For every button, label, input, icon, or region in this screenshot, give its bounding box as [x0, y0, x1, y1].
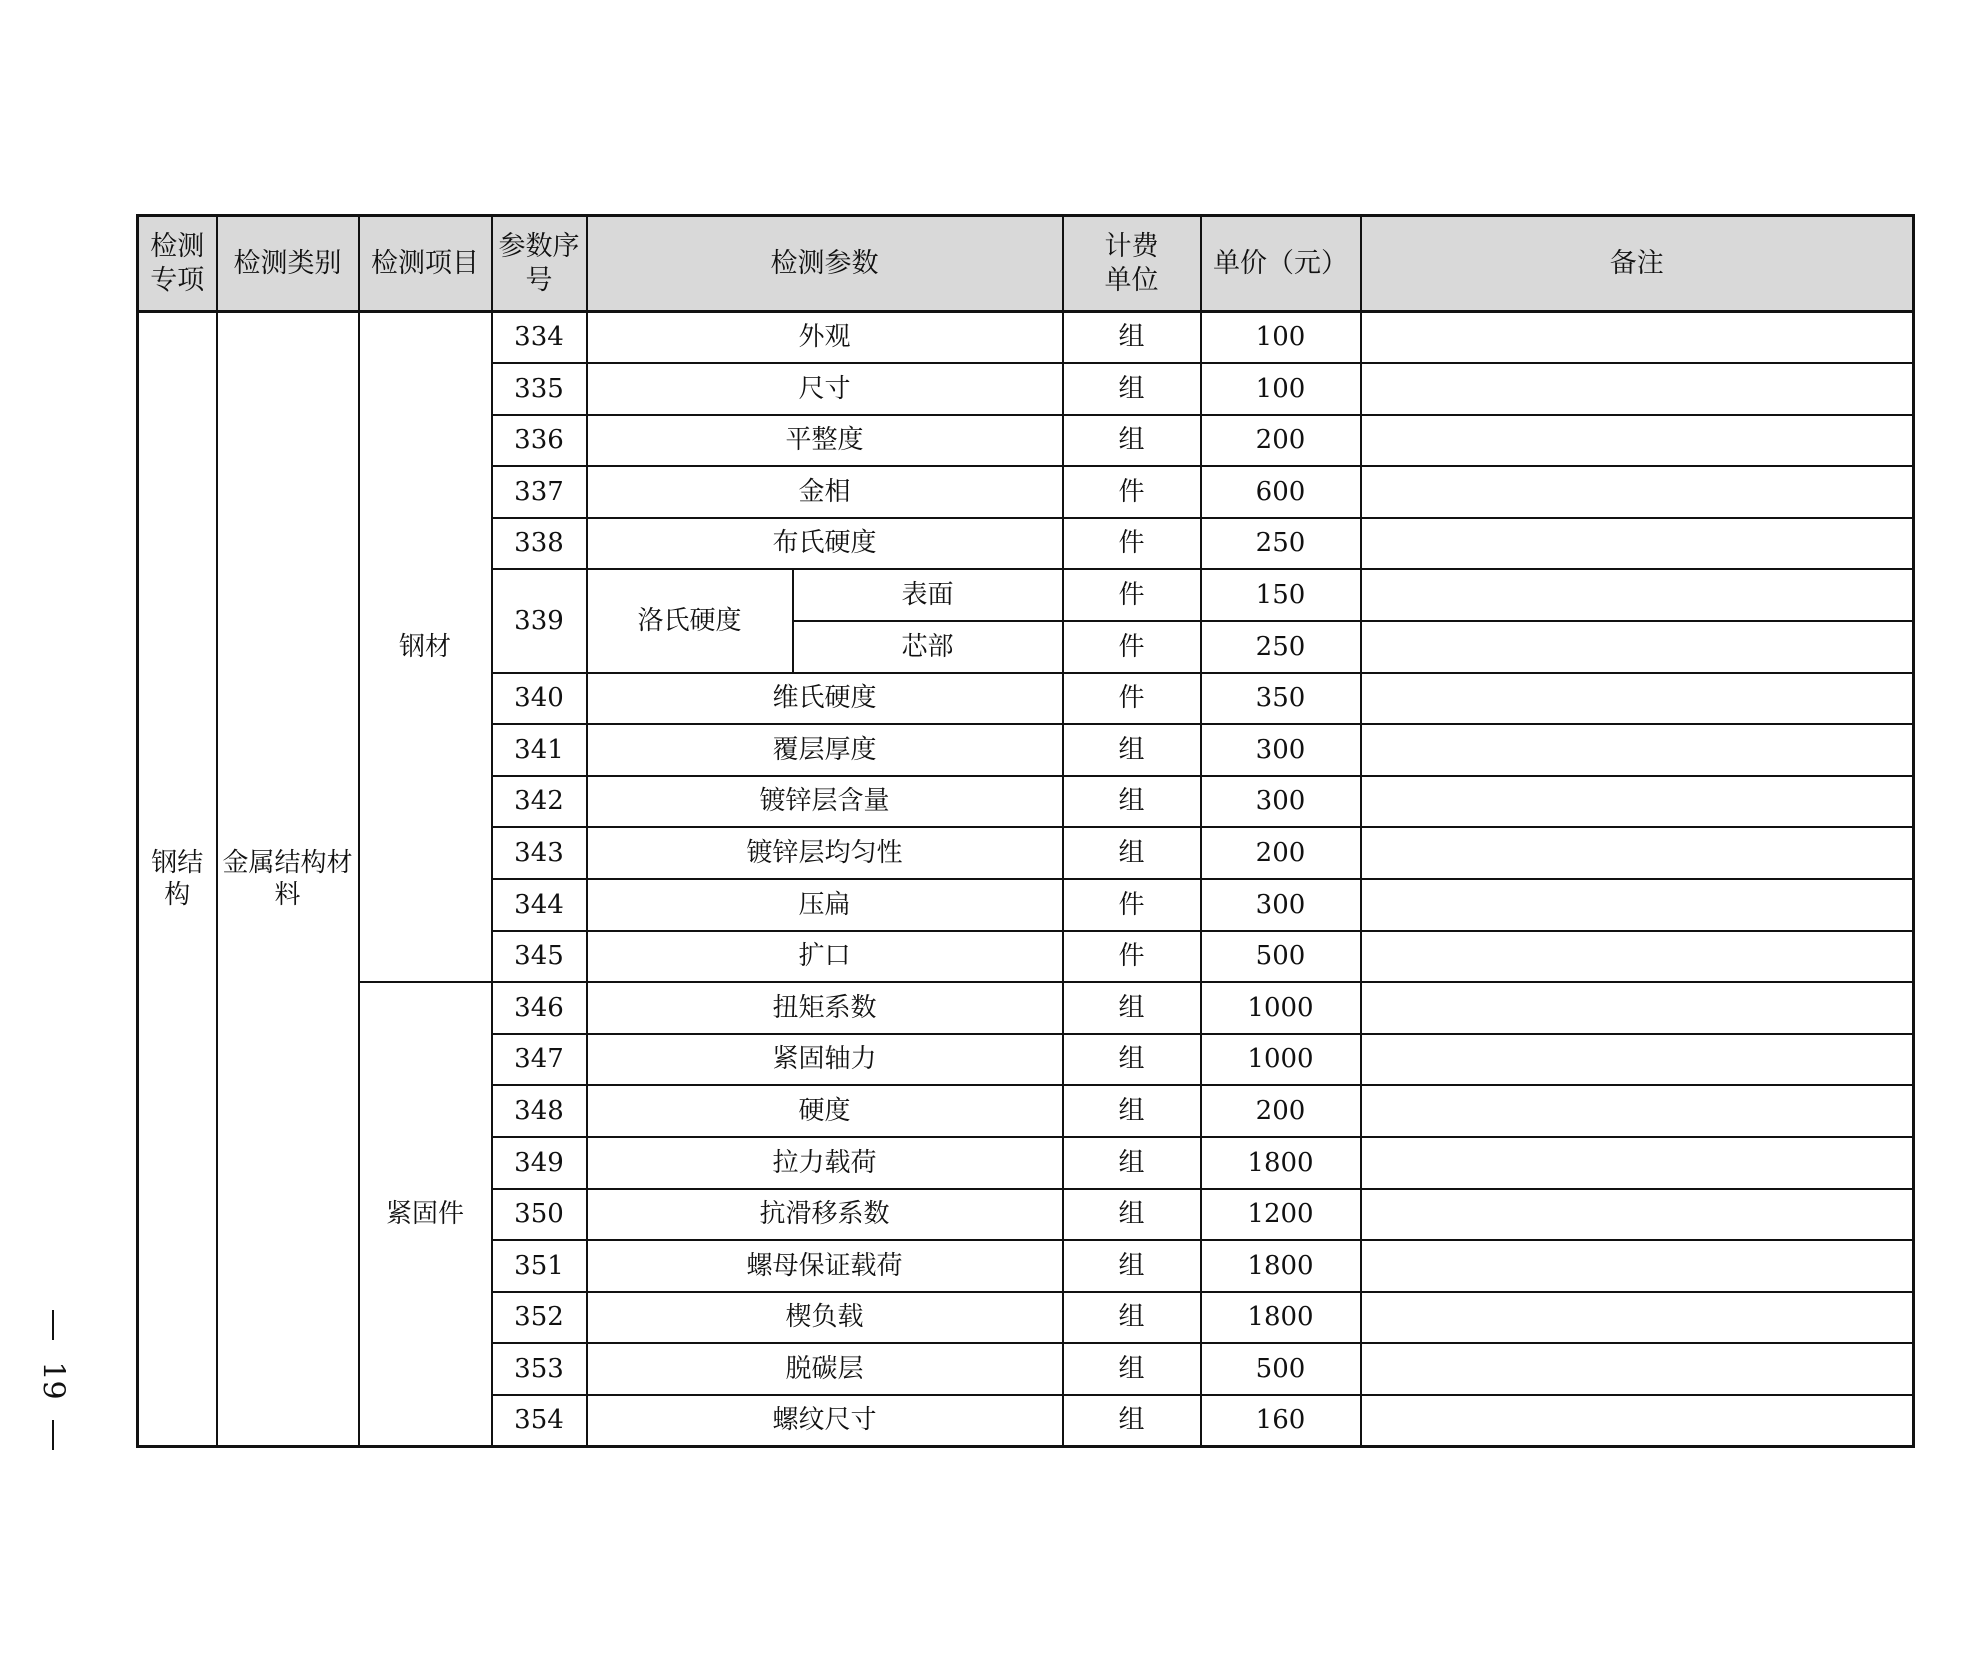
param-cell: 扩口 — [587, 931, 1063, 983]
unit-cell: 组 — [1063, 363, 1201, 415]
param-no-cell: 338 — [492, 518, 587, 570]
param-no-cell: 341 — [492, 724, 587, 776]
param-cell: 洛氏硬度 — [587, 569, 793, 672]
price-cell: 250 — [1201, 621, 1361, 673]
price-cell: 300 — [1201, 879, 1361, 931]
fee-table — [136, 214, 1915, 1448]
param-cell: 楔负载 — [587, 1292, 1063, 1344]
price-cell: 100 — [1201, 312, 1361, 364]
header-special-item: 检测专项 — [138, 216, 217, 312]
param-no-cell: 345 — [492, 931, 587, 983]
param-no-cell: 340 — [492, 673, 587, 725]
param-no-cell: 336 — [492, 415, 587, 467]
param-cell: 螺母保证载荷 — [587, 1240, 1063, 1292]
param-cell: 拉力载荷 — [587, 1137, 1063, 1189]
price-cell: 1200 — [1201, 1189, 1361, 1241]
remark-cell — [1361, 415, 1914, 467]
price-cell: 300 — [1201, 724, 1361, 776]
param-no-cell: 354 — [492, 1395, 587, 1447]
price-cell: 1800 — [1201, 1292, 1361, 1344]
remark-cell — [1361, 879, 1914, 931]
unit-cell: 件 — [1063, 518, 1201, 570]
unit-cell: 件 — [1063, 621, 1201, 673]
param-cell: 外观 — [587, 312, 1063, 364]
header-category: 检测类别 — [217, 216, 359, 312]
price-cell: 1000 — [1201, 1034, 1361, 1086]
remark-cell — [1361, 1240, 1914, 1292]
remark-cell — [1361, 776, 1914, 828]
price-cell: 250 — [1201, 518, 1361, 570]
unit-cell: 组 — [1063, 827, 1201, 879]
unit-cell: 组 — [1063, 1034, 1201, 1086]
table-body — [138, 312, 1914, 1447]
remark-cell — [1361, 518, 1914, 570]
remark-cell — [1361, 1085, 1914, 1137]
price-cell: 350 — [1201, 673, 1361, 725]
remark-cell — [1361, 931, 1914, 983]
item-cell: 钢材 — [359, 312, 492, 983]
param-no-cell: 342 — [492, 776, 587, 828]
price-cell: 200 — [1201, 415, 1361, 467]
remark-cell — [1361, 363, 1914, 415]
param-cell: 紧固轴力 — [587, 1034, 1063, 1086]
remark-cell — [1361, 673, 1914, 725]
param-cell: 镀锌层均匀性 — [587, 827, 1063, 879]
param-cell: 硬度 — [587, 1085, 1063, 1137]
price-cell: 100 — [1201, 363, 1361, 415]
remark-cell — [1361, 621, 1914, 673]
unit-cell: 组 — [1063, 1137, 1201, 1189]
param-cell: 金相 — [587, 466, 1063, 518]
unit-cell: 件 — [1063, 569, 1201, 621]
param-cell: 平整度 — [587, 415, 1063, 467]
param-cell: 尺寸 — [587, 363, 1063, 415]
unit-cell: 组 — [1063, 415, 1201, 467]
price-cell: 1000 — [1201, 982, 1361, 1034]
param-cell: 脱碳层 — [587, 1343, 1063, 1395]
unit-cell: 组 — [1063, 1343, 1201, 1395]
param-cell: 镀锌层含量 — [587, 776, 1063, 828]
category-cell: 金属结构材料 — [217, 312, 359, 1447]
header-param-no: 参数序号 — [492, 216, 587, 312]
remark-cell — [1361, 1034, 1914, 1086]
param-no-cell: 344 — [492, 879, 587, 931]
param-no-cell: 351 — [492, 1240, 587, 1292]
unit-cell: 组 — [1063, 724, 1201, 776]
sub-param-cell: 表面 — [793, 569, 1063, 621]
header-remark: 备注 — [1361, 216, 1914, 312]
remark-cell — [1361, 1189, 1914, 1241]
remark-cell — [1361, 466, 1914, 518]
unit-cell: 组 — [1063, 1395, 1201, 1447]
price-cell: 300 — [1201, 776, 1361, 828]
unit-cell: 件 — [1063, 879, 1201, 931]
header-unit: 计费单位 — [1063, 216, 1201, 312]
price-cell: 500 — [1201, 1343, 1361, 1395]
unit-cell: 组 — [1063, 312, 1201, 364]
param-no-cell: 343 — [492, 827, 587, 879]
unit-cell: 组 — [1063, 1240, 1201, 1292]
price-cell: 600 — [1201, 466, 1361, 518]
param-no-cell: 334 — [492, 312, 587, 364]
param-no-cell: 349 — [492, 1137, 587, 1189]
param-no-cell: 346 — [492, 982, 587, 1034]
param-cell: 覆层厚度 — [587, 724, 1063, 776]
price-cell: 200 — [1201, 827, 1361, 879]
param-cell: 布氏硬度 — [587, 518, 1063, 570]
param-no-cell: 339 — [492, 569, 587, 672]
price-cell: 1800 — [1201, 1240, 1361, 1292]
remark-cell — [1361, 312, 1914, 364]
price-cell: 160 — [1201, 1395, 1361, 1447]
page-number — [28, 1310, 78, 1450]
page-number-dash-top — [52, 1310, 54, 1340]
page-number-dash-bottom — [52, 1420, 54, 1450]
param-cell: 螺纹尺寸 — [587, 1395, 1063, 1447]
remark-cell — [1361, 1395, 1914, 1447]
param-no-cell: 347 — [492, 1034, 587, 1086]
param-cell: 维氏硬度 — [587, 673, 1063, 725]
unit-cell: 件 — [1063, 931, 1201, 983]
header-price: 单价（元） — [1201, 216, 1361, 312]
page-number-text: 19 — [35, 1360, 71, 1400]
param-no-cell: 335 — [492, 363, 587, 415]
table-row — [138, 982, 1914, 1034]
unit-cell: 件 — [1063, 673, 1201, 725]
param-no-cell: 350 — [492, 1189, 587, 1241]
param-no-cell: 348 — [492, 1085, 587, 1137]
price-cell: 500 — [1201, 931, 1361, 983]
param-no-cell: 337 — [492, 466, 587, 518]
header-row — [138, 216, 1914, 312]
table-row — [138, 312, 1914, 364]
param-cell: 扭矩系数 — [587, 982, 1063, 1034]
unit-cell: 组 — [1063, 982, 1201, 1034]
header-param: 检测参数 — [587, 216, 1063, 312]
remark-cell — [1361, 1292, 1914, 1344]
unit-cell: 组 — [1063, 1085, 1201, 1137]
remark-cell — [1361, 1343, 1914, 1395]
price-cell: 200 — [1201, 1085, 1361, 1137]
header-item: 检测项目 — [359, 216, 492, 312]
remark-cell — [1361, 1137, 1914, 1189]
remark-cell — [1361, 827, 1914, 879]
special-item-cell: 钢结构 — [138, 312, 217, 1447]
param-no-cell: 352 — [492, 1292, 587, 1344]
param-cell: 抗滑移系数 — [587, 1189, 1063, 1241]
price-cell: 1800 — [1201, 1137, 1361, 1189]
unit-cell: 组 — [1063, 1189, 1201, 1241]
param-cell: 压扁 — [587, 879, 1063, 931]
sub-param-cell: 芯部 — [793, 621, 1063, 673]
unit-cell: 组 — [1063, 1292, 1201, 1344]
remark-cell — [1361, 982, 1914, 1034]
unit-cell: 件 — [1063, 466, 1201, 518]
remark-cell — [1361, 569, 1914, 621]
unit-cell: 组 — [1063, 776, 1201, 828]
price-cell: 150 — [1201, 569, 1361, 621]
param-no-cell: 353 — [492, 1343, 587, 1395]
remark-cell — [1361, 724, 1914, 776]
item-cell: 紧固件 — [359, 982, 492, 1446]
